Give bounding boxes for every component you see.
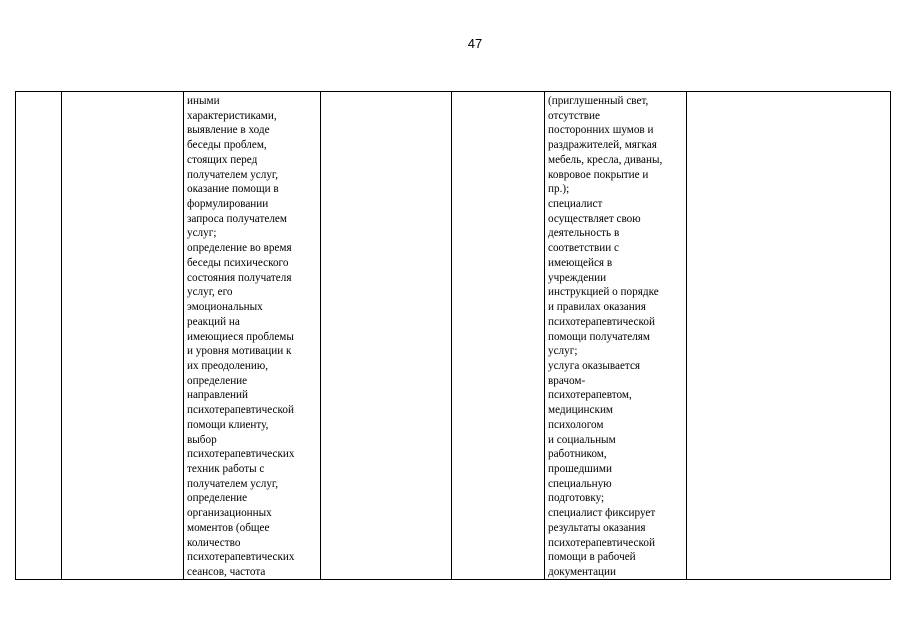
text-line: инструкцией о порядке <box>548 286 659 299</box>
text-line: и социальным <box>548 433 616 446</box>
text-line: психотерапевтических <box>187 448 295 461</box>
text-line: прошедшими <box>548 462 612 475</box>
text-line: реакций на <box>187 315 240 328</box>
text-line: выявление в ходе <box>187 124 270 137</box>
text-line: услуг; <box>548 345 578 358</box>
text-line: осуществляет свою <box>548 212 641 225</box>
text-line: иными <box>187 95 220 107</box>
column-divider-2 <box>183 92 184 579</box>
text-line: психотерапевтической <box>548 536 655 549</box>
text-line: мебель, кресла, диваны, <box>548 153 663 166</box>
text-line: помощи получателям <box>548 330 651 343</box>
document-table <box>15 91 891 580</box>
text-line: отсутствие <box>548 109 600 122</box>
text-line: беседы проблем, <box>187 139 267 152</box>
text-line: состояния получателя <box>187 271 292 284</box>
text-line: пр.); <box>548 183 570 196</box>
text-line: психотерапевтической <box>548 315 655 328</box>
text-line: помощи клиенту, <box>187 418 269 431</box>
column-divider-1 <box>61 92 62 579</box>
text-line: сеансов, частота <box>187 566 266 578</box>
text-line: характеристиками, <box>187 109 277 122</box>
table-cell-column-6 <box>548 94 662 580</box>
text-line: специальную <box>548 477 612 490</box>
text-line: услуг; <box>187 227 217 240</box>
text-line: определение <box>187 492 248 505</box>
text-line: психологом <box>548 418 604 431</box>
text-line: помощи в рабочей <box>548 551 636 564</box>
text-line: выбор <box>187 433 217 446</box>
text-line: и правилах оказания <box>548 301 646 314</box>
page-number: 47 <box>467 36 483 51</box>
text-line: услуга оказывается <box>548 359 641 372</box>
text-line: оказание помощи в <box>187 183 279 196</box>
text-line: имеющиеся проблемы <box>187 330 294 343</box>
text-line: врачом- <box>548 374 586 387</box>
text-line: получателем услуг, <box>187 168 279 181</box>
text-line: учреждении <box>548 271 607 284</box>
text-line: медицинским <box>548 404 614 417</box>
text-line: количество <box>187 536 241 549</box>
text-line: формулировании <box>187 198 269 211</box>
text-line: ковровое покрытие и <box>548 168 649 181</box>
text-line: соответствии с <box>548 242 619 255</box>
column-divider-3 <box>320 92 321 579</box>
text-line: результаты оказания <box>548 521 646 534</box>
text-line: направлений <box>187 389 248 402</box>
text-line: посторонних шумов и <box>548 124 654 137</box>
text-line: их преодолению, <box>187 359 269 372</box>
text-line: запроса получателем <box>187 212 287 225</box>
text-line: и уровня мотивации к <box>187 345 292 358</box>
text-line: эмоциональных <box>187 301 263 314</box>
text-line: документации <box>548 566 616 578</box>
text-line: специалист <box>548 198 603 211</box>
text-line: (приглушенный свет, <box>548 95 649 107</box>
text-line: работником, <box>548 448 607 461</box>
text-line: получателем услуг, <box>187 477 279 490</box>
text-line: имеющейся в <box>548 256 613 269</box>
text-line: подготовку; <box>548 492 605 505</box>
column-divider-6 <box>686 92 687 579</box>
text-line: определение <box>187 374 248 387</box>
text-line: психотерапевтической <box>187 404 294 417</box>
text-line: раздражителей, мягкая <box>548 139 657 152</box>
column-divider-4 <box>451 92 452 579</box>
text-line: психотерапевтических <box>187 551 295 564</box>
text-line: специалист фиксирует <box>548 507 656 520</box>
text-line: стоящих перед <box>187 153 258 166</box>
text-line: беседы психического <box>187 256 289 269</box>
text-line: техник работы с <box>187 462 265 475</box>
text-line: психотерапевтом, <box>548 389 632 402</box>
text-line: организационных <box>187 507 272 520</box>
table-cell-column-3 <box>187 94 295 580</box>
text-line: определение во время <box>187 242 292 255</box>
text-line: услуг, его <box>187 286 233 299</box>
text-line: моментов (общее <box>187 521 270 534</box>
column-divider-5 <box>544 92 545 579</box>
text-line: деятельность в <box>548 227 620 240</box>
